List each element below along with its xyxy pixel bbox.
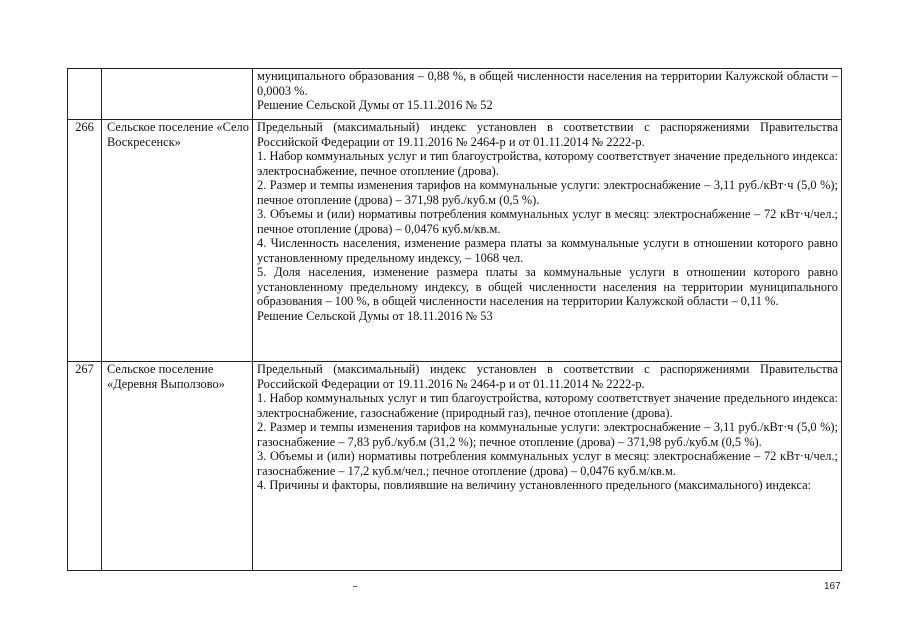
description-cell <box>253 362 842 571</box>
table-row <box>68 120 842 362</box>
paragraph: Предельный (максимальный) индекс установлен в соответствии с распоряжениями Правительства Российской Федерации от 19.11.2016 № 2464-р и от 01.11.2014 № 2222-р. <box>257 362 838 391</box>
page-number: 167 <box>824 581 841 592</box>
decision-reference: Решение Сельской Думы от 18.11.2016 № 53 <box>257 308 493 323</box>
paragraph: 2. Размер и темпы изменения тарифов на коммунальные услуги: электроснабжение – 3,11 руб./кВт·ч (5,0 %); печное отопление (дрова) – 371,98 руб./куб.м (0,5 %). <box>257 178 838 207</box>
paragraph: муниципального образования – 0,88 %, в общей численности населения на территории Калужской области – 0,0003 %. <box>257 69 838 98</box>
paragraph: 4. Численность населения, изменение размера платы за коммунальные услуги в отношении которого равно установленному предельному индексу, – 1068 чел. <box>257 236 838 265</box>
document-table <box>67 68 842 571</box>
scan-mark <box>353 586 357 587</box>
paragraph: 5. Доля населения, изменение размера платы за коммунальные услуги в отношении которого равно установленному предельному индексу, в общей численности населения на территории муниципального образования – 100 %, в общей численности населения на территории Калужской области – 0,11 %. <box>257 265 838 308</box>
paragraph: 2. Размер и темпы изменения тарифов на коммунальные услуги: электроснабжение – 3,11 руб./кВт·ч (5,0 %); газоснабжение – 7,83 руб./куб.м (31,2 %); печное отопление (дрова) – 371,98 руб./куб.м (0,5 %). <box>257 420 838 449</box>
paragraph: 3. Объемы и (или) нормативы потребления коммунальных услуг в месяц: электроснабжение – 72 кВт·ч/чел.; газоснабжение – 17,2 куб.м/чел.; печное отопление (дрова) – 0,0476 куб.м/кв.м. <box>257 449 838 478</box>
row-number-cell: 266 <box>68 120 102 362</box>
settlement-name-cell: Сельское поселение «Село Воскресенск» <box>102 120 253 362</box>
description-cell <box>253 69 842 120</box>
row-number-cell: 267 <box>68 362 102 571</box>
paragraph: 4. Причины и факторы, повлиявшие на величину установленного предельного (максимального) индекса: <box>257 478 812 492</box>
table-row <box>68 362 842 571</box>
row-number-cell <box>68 69 102 120</box>
settlement-name-cell: Сельское поселение «Деревня Выползово» <box>102 362 253 571</box>
settlement-name-cell <box>102 69 253 120</box>
paragraph: 3. Объемы и (или) нормативы потребления коммунальных услуг в месяц: электроснабжение – 72 кВт·ч/чел.; печное отопление (дрова) – 0,0476 куб.м/кв.м. <box>257 207 838 236</box>
decision-reference: Решение Сельской Думы от 15.11.2016 № 52 <box>257 98 493 112</box>
paragraph: 1. Набор коммунальных услуг и тип благоустройства, которому соответствует значение предельного индекса: электроснабжение, печное отопление (дрова). <box>257 149 838 178</box>
description-cell <box>253 120 842 362</box>
paragraph: Предельный (максимальный) индекс установлен в соответствии с распоряжениями Правительства Российской Федерации от 19.11.2016 № 2464-р и от 01.11.2014 № 2222-р. <box>257 120 838 149</box>
table-row <box>68 69 842 120</box>
paragraph: 1. Набор коммунальных услуг и тип благоустройства, которому соответствует значение предельного индекса: электроснабжение, газоснабжение (природный газ), печное отопление (дрова). <box>257 391 838 420</box>
